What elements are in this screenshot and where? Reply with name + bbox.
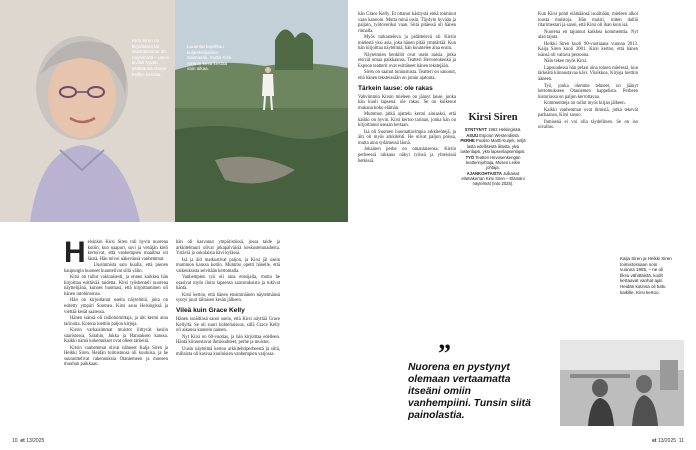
right-column-1 [358,12,456,165]
fact-row [460,138,526,154]
paragraph: Näin tekee myös Kirsi. [544,59,588,65]
left-column-2 [176,240,280,359]
portrait-illustration [0,0,175,222]
paragraph: Ihmisenä ei voi olla täydellinen. Se on iso oivallus. [538,119,638,131]
fact-row [460,155,526,171]
paragraph: Lapsuudessa hän pelasi aina toinen mielessä, kun tärkeätä kiinnostavaa kävi. Viisikkoa, Kirjoja luettiin ääneen. [538,65,638,83]
fact-row [460,133,526,138]
left-column-1 [64,236,168,369]
landscape-caption: Lauantai tapahtuu kuljeskelijoiden Saimaalla, mutta Kirsi Sirenin kesä kestää vain aikaa. [187,44,232,72]
subheading: Vileä kuin Grace Kelly [176,307,245,315]
subheading: Tärkein lause: ole rakas [358,84,433,92]
paragraph: Työ, jonka olemme tehneet, on jäänyt kertomukseen Otaniemen kappelista. Perheen historiassa on paljon kerrottavaa. [538,83,638,100]
paragraph: Hänen isänsä oli radiotoimittaja, ja äiti kertoi aina tarinoita. Kotona luettiin paljon kirjoja. [64,316,168,327]
magazine-logo: et [652,438,657,444]
paragraph: Mummon pitkä ajattelu kertoi ainiaaksi, että kaikki on hyvin. Kirsi kertoo tarinan, jonka hän on kirjoittanut useaan kertaan. [358,112,456,129]
page-number: 11 [678,438,684,444]
paragraph: Nuorena en tajunnut kaikkea kommenttia. Nyt alan tajuta. [538,29,638,41]
magazine-logo: et [20,438,25,444]
paragraph: Kun Kirsi pohti elämäänsä isoäitiään, mieleen alkoi tousta muistoja. Hän muisti, miten dalliä ritarimestari ja sanoi, että Kirsi oli ihan kuin isä. [538,12,638,29]
fact-label: AJANKOHTAISTA [466,170,502,176]
landscape-illustration [175,0,348,222]
fact-label: SYNTYNYT [464,127,488,132]
landscape-photo [175,0,348,222]
fact-box-title: Kirsi Siren [468,112,518,123]
paragraph: Uusin näytelmä kertoo arkkitehtiperheestä ja siitä, millaista oli kasvaa kuuluisien vanhempien varjossa. [176,346,280,358]
right-column-2 [538,12,638,132]
fact-row [460,171,526,187]
fact-label: PERHE [460,138,475,144]
quote-mark-icon: ” [438,339,451,368]
fact-value: 1963 Helsingissä. [488,127,522,132]
page-folio-left [12,438,44,444]
paragraph: elsinkin Kirsi Siren tuli hyvin nuorena kotiin, kun naapuri, suvi ja venäjän kieli kertoivat, että vanhempien maailma oli läsnä. Hän toivoi näkevänsä vanhemmat. [87,240,168,262]
paragraph: Uusimmista sain kuulla, että pienen kaupungin huoneet kuuntelivat sillä välin. [64,263,168,274]
paragraph: Näytelmien henkilöt ovat usein naisia, jotka etsivät omaa paikkaansa. Teatteri Hevosenkenkä ja Espoon teatterit ovat esittäneet hänen tekstejään. [358,52,456,69]
portrait-photo [0,0,175,222]
fact-value: Espoon Westendissä. [479,132,520,138]
fact-box [460,112,526,187]
archive-photo [560,340,684,426]
archive-photo-caption: Kaija Siren ja Heikki Siren toimistossaan noin vuonna 1955, – ne oli fiksu vähittäistä, kodit kertaavat vanhat ajat. Heidän kotinsa oli tuttu kaikille, Kirsi kertoo. [620,256,672,295]
paragraph: Isä oli Suomen huomattavimpia arkkitehtejä, ja äiti oli myös arkkitehti. He olivat paljon poissa, mutta aina sydämessä läsnä. [358,129,456,146]
paragraph: hän oli kasvanut ympäristössä, jossa taide ja arkkitehtuuri olivat jokapäiväisiä keskustelunaiheita. Ystäviä ja sukulaisia kävi kylässä. [176,240,280,257]
page-number: 10 [12,438,18,444]
paragraph: Siren on saanut tunnustusta. Teatteri on sanonut, että hänen teksteissään on jotain ajatonta. [358,70,456,82]
fact-value: Julkaisut elämäkerran Kirsi Siren – Elämäni näytelmät (Into 2025). [461,170,525,187]
fact-row [460,127,526,132]
paragraph: Hän on kirjoittanut useita näytelmiä, joita on esitetty ympäri Suomea. Kirsi asuu Helsingissä ja viettää kesät saaressa. [64,298,168,315]
archive-illustration [560,340,684,426]
drop-cap: H [64,236,86,269]
paragraph: Kirsi on tullut vakinaisesti, ja ennen kaikkea hän kirjoittaa esittävää taidetta. Kirsi työskenteli nuorena näyttelijänä, kunnes huomasi, että kirjoittaminen oli hänen intohimonsa. [64,275,168,297]
paragraph: Kirsin varhaisimmat muistot liittyvät kesiin saaristossa, Sarahin, Jukka ja Hannaksen kanssa. Kaikki nämä kokemukset ovat olleet tärkeitä. [64,328,168,345]
paragraph: Heikki Siren kuoli 90-vuotiaana vuonna 2013. Kaija Siren kuoli 2001. Kirsi kertoo, että hänen isänsä oli valtava persoona. [538,41,638,58]
paragraph: Vahvimmin Kirsin mieleen on jäänyt lause, jonka hän kuuli lapsena: ole rakas. Se on kulkenut mukana koko elämän. [358,94,456,111]
issue-number: 13/2025 [26,438,45,444]
paragraph: Hänen isoäitinsä sanoi usein, että Kirsi näyttää Grace Kellyltä. Se oli suuri kohteliaisuus, sillä Grace Kelly oli aikansa kaunein nainen. [176,317,280,334]
paragraph: Jokainen perhe on omanlaisensa. Kirsin perheessä rakkaus näkyi työssä ja yhteisissä hetkissä. [358,147,456,164]
paragraph: Kirsin vanhemmat olivat nähneet Kaija Siren ja Heikki Siren. Heidän toimistonsa oli kuuluisa, ja he suunnittelivat rakennuksia Otaniemeen ja moneen muuhun paikkaan. [64,345,168,368]
paragraph: Kommentteja on tullut myös kirjan jälkeen. [544,101,626,107]
fact-label: ASUU [466,132,479,138]
fact-value: Teatteri Hevosenkengän teatterinjohtaja, Museo Leikin johtaja. [465,154,521,170]
fact-label: TYÖ [465,154,475,160]
paragraph: Isä ja äiti matkustivat paljon, ja Kirsi jäi usein mummon kanssa kotiin. Mummo opetti hänelle, että vaikeuksista selvitään kertomalla. [176,257,280,274]
issue-number: 13/2025 [657,438,677,444]
fact-value: Puoliso Martti Kurjek, neljä lasta edellisestä liitosta, yksi lastenlapsi, yksi lapsenlapsenlapsi. [460,138,526,154]
portrait-caption: Kirsi Siren on kirjoittanut tai dramatisoinut 40 näytelmää – usein tiiviisti hyvän ystävänsä Grace Kellyn kanssa. [132,38,170,77]
paragraph: Nyt Kirsi on 60-vuotias, ja hän kirjoittaa edelleen. Häntä kiinnostavat ihmissuhteet, perhe ja muistot. [176,334,280,346]
paragraph: Myös tarkasteleva ja pidättelevä oli Kirsin mielestä yksi asia, joka hänen pitää ymmärtää. Kun hän kirjoittaa näytelmiä, hän kuuntelee aina ensin. [358,35,456,52]
page-folio-right [652,438,684,444]
paragraph: Kirsi kertoo, että hänen ensimmäinen näytelmänsä syntyi juuri tällaisen kesän jälkeen. [176,292,280,304]
pull-quote: Nuorena en pystynyt olemaan vertaamatta itseäni omiin vanhempiini. Tunsin siitä painolastia. [408,362,531,421]
paragraph: Kaikki vanhemmat ovat ihmisiä, jotka tekevät parhaansa, Kirsi sanoo. [538,107,638,119]
paragraph: hän Grace Kelly. Et ottanut käsitystä enkä toiminut vaan kannoin. Mutta minä oisin. Täydyin hyvään ja paljain, työtoveriksi vaan. Siitä pitäessä oli hänen rinnalla. [358,12,456,34]
paragraph: Vanhempien työ oli aina etusijalla, mutta he osasivat myös iloita lapsensa saavutuksista ja tukivat häntä. [176,275,280,292]
